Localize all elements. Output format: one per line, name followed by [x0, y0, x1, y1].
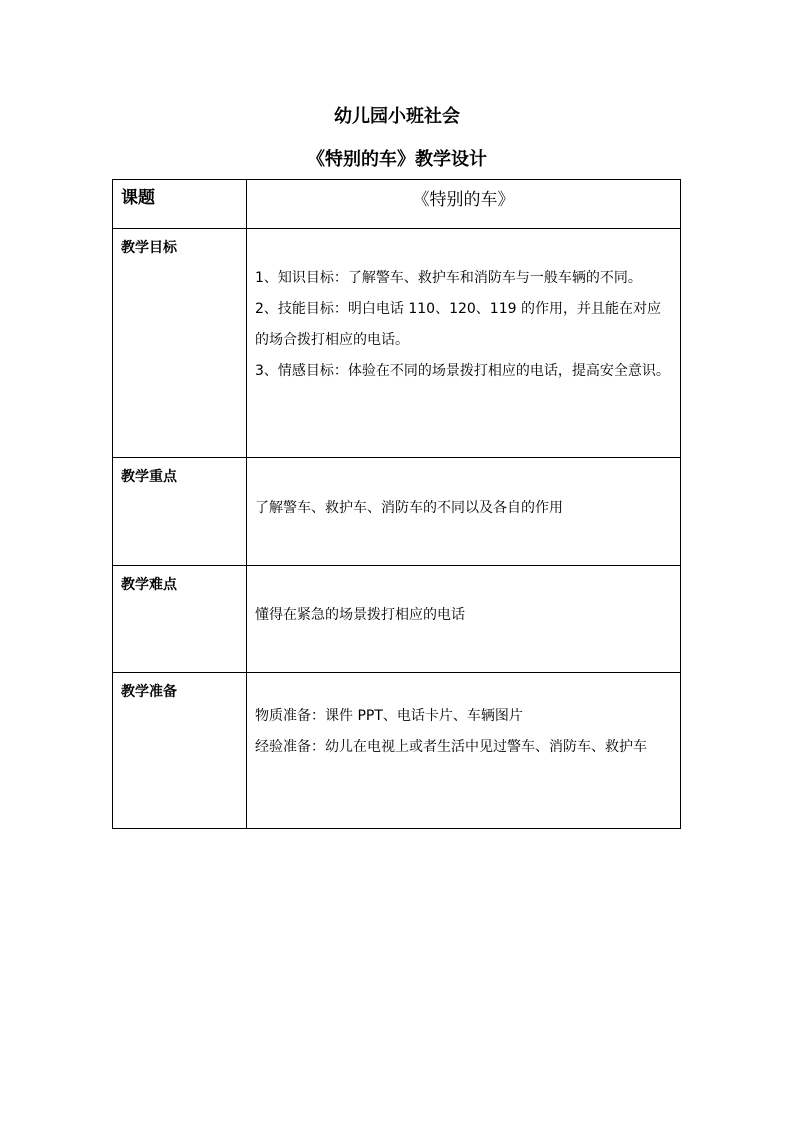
- table-row-key-points: [113, 458, 681, 566]
- preparation-item: 经验准备：幼儿在电视上或者生活中见过警车、消防车、救护车: [255, 739, 647, 755]
- preparation-label: 教学准备: [113, 673, 247, 829]
- lesson-plan-table: [112, 179, 681, 829]
- preparation-item: 物质准备：课件 PPT、电话卡片、车辆图片: [255, 708, 523, 724]
- goal-item: 2、技能目标：明白电话 110、120、119 的作用，并且能在对应的场合拨打相应的电话。: [255, 301, 661, 348]
- key-points-text: 了解警车、救护车、消防车的不同以及各自的作用: [255, 500, 563, 516]
- table-row-difficulties: [113, 566, 681, 673]
- document-subtitle: 《特别的车》教学设计: [307, 149, 487, 170]
- topic-value: 《特别的车》: [247, 180, 681, 229]
- difficulties-text: 懂得在紧急的场景拨打相应的电话: [255, 607, 465, 623]
- table-row-goals: [113, 229, 681, 458]
- goals-cell: [247, 229, 681, 458]
- difficulties-label: 教学难点: [113, 566, 247, 673]
- goal-item: 3、情感目标：体验在不同的场景拨打相应的电话，提高安全意识。: [255, 363, 670, 379]
- table-row-preparation: [113, 673, 681, 829]
- difficulties-cell: [247, 566, 681, 673]
- goal-item: 1、知识目标：了解警车、救护车和消防车与一般车辆的不同。: [255, 270, 642, 286]
- key-points-label: 教学重点: [113, 458, 247, 566]
- goals-label: 教学目标: [113, 229, 247, 458]
- topic-label: 课题: [113, 180, 247, 229]
- preparation-cell: [247, 673, 681, 829]
- table-row-topic: [113, 180, 681, 229]
- key-points-cell: [247, 458, 681, 566]
- document-title: 幼儿园小班社会: [334, 106, 460, 127]
